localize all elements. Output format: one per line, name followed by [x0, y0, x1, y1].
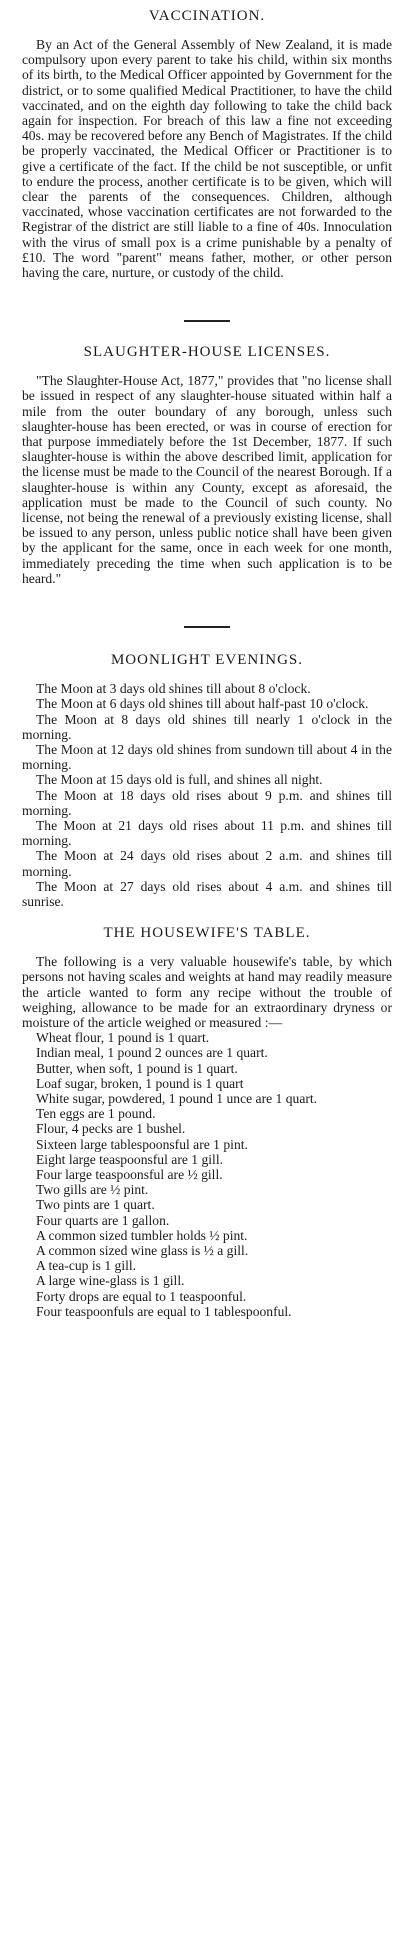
- list-item: A common sized tumbler holds ½ pint.: [36, 1227, 248, 1243]
- list-item: Sixteen large tablespoonsful are 1 pint.: [36, 1136, 248, 1152]
- moonlight-title: MOONLIGHT EVENINGS.: [110, 652, 304, 669]
- housewife-intro: The following is a very valuable housewife's table, by which persons not having scales and weights at hand may readily measure the article wanted to form any recipe without the trouble of weighing, allowance to be made for an extraordinary dryness or moisture of the article weighed or measured :—: [22, 954, 392, 1030]
- vaccination-title: VACCINATION.: [148, 8, 266, 24]
- list-item: Four large teaspoonsful are ½ gill.: [36, 1166, 223, 1182]
- list-item: The Moon at 21 days old rises about 11 p.m. and shines till morning.: [22, 817, 392, 849]
- list-item: Indian meal, 1 pound 2 ounces are 1 quart.: [36, 1045, 268, 1061]
- slaughter-body: "The Slaughter-House Act, 1877," provides that "no license shall be issued in respect of any slaughter-house situated within half a mile from the outer boundary of any borough, unless such slaughter-house has been erected, or was in course of erection for that purpose immediately before the 1st December, 1877. If such slaughter-house is within the above described limit, application for the license must be made to the Council of the nearest Borough. If a slaughter-house is within any County, except as aforesaid, the application must be made to the Council of such county. No license, not being the renewal of a previously existing license, shall be issued to any person, unless public notice shall have been given by the applicant for the same, once in each week for one month, immediately preceding the time when such application is to be heard.": [22, 373, 392, 586]
- list-item: Butter, when soft, 1 pound is 1 quart.: [36, 1060, 238, 1076]
- housewife-list: [22, 1030, 392, 1319]
- slaughter-title: SLAUGHTER-HOUSE LICENSES.: [83, 344, 331, 361]
- housewife-title: THE HOUSEWIFE'S TABLE.: [103, 925, 311, 942]
- moonlight-section: [22, 628, 392, 909]
- list-item: Loaf sugar, broken, 1 pound is 1 quart: [36, 1075, 244, 1091]
- list-item: Four quarts are 1 gallon.: [36, 1212, 170, 1228]
- vaccination-body: By an Act of the General Assembly of New Zealand, it is made compulsory upon every parent to take his child, within six months of its birth, to the Medical Officer appointed by Government for the district, or to some qualified Medical Practitioner, to have the child vaccinated, and on the eighth day following to take the child back again for inspection. For breach of this law a fine not exceeding 40s. may be recovered before any Bench of Magistrates. If the child be properly vaccinated, the Medical Officer or Practitioner is to give a certificate of the fact. If the child be not susceptible, or unfit to endure the process, another certificate is to be given, which will clear the parents of the consequences. Children, although vaccinated, whose vaccination certificates are not forwarded to the Registrar of the district are still liable to a fine of 40s. Innoculation with the virus of small pox is a crime punishable by a penalty of £10. The word "parent" means father, mother, or other person having the care, nurture, or custody of the child.: [22, 37, 392, 281]
- list-item: A large wine-glass is 1 gill.: [36, 1273, 185, 1289]
- list-item: The Moon at 8 days old shines till nearly 1 o'clock in the morning.: [22, 711, 392, 742]
- list-item: Four teaspoonfuls are equal to 1 tablespoonful.: [36, 1303, 292, 1319]
- vaccination-section: [22, 0, 392, 280]
- list-item: Ten eggs are 1 pound.: [36, 1106, 156, 1122]
- list-item: The Moon at 3 days old shines till about 8 o'clock.: [36, 681, 311, 697]
- document-column: [22, 0, 392, 1319]
- list-item: The Moon at 24 days old rises about 2 a.m. and shines till morning.: [22, 848, 392, 879]
- moonlight-list: [22, 681, 392, 909]
- list-item: The Moon at 18 days old rises about 9 p.m. and shines till morning.: [22, 787, 392, 818]
- list-item: Wheat flour, 1 pound is 1 quart.: [36, 1030, 210, 1046]
- list-item: Two pints are 1 quart.: [36, 1197, 155, 1213]
- list-item: White sugar, powdered, 1 pound 1 unce are 1 quart.: [36, 1090, 318, 1106]
- list-item: The Moon at 12 days old shines from sundown till about 4 in the morning.: [22, 741, 392, 773]
- slaughter-section: [22, 322, 392, 586]
- list-item: Two gills are ½ pint.: [36, 1182, 149, 1198]
- list-item: The Moon at 6 days old shines till about half-past 10 o'clock.: [36, 696, 369, 712]
- housewife-section: [22, 909, 392, 1319]
- list-item: Eight large teaspoonsful are 1 gill.: [36, 1151, 223, 1167]
- list-item: Forty drops are equal to 1 teaspoonful.: [36, 1288, 247, 1304]
- list-item: A tea-cup is 1 gill.: [36, 1258, 137, 1274]
- list-item: A common sized wine glass is ½ a gill.: [36, 1243, 249, 1258]
- list-item: The Moon at 27 days old rises about 4 a.m. and shines till sunrise.: [22, 878, 392, 909]
- list-item: Flour, 4 pecks are 1 bushel.: [36, 1121, 186, 1137]
- list-item: The Moon at 15 days old is full, and shines all night.: [36, 772, 323, 788]
